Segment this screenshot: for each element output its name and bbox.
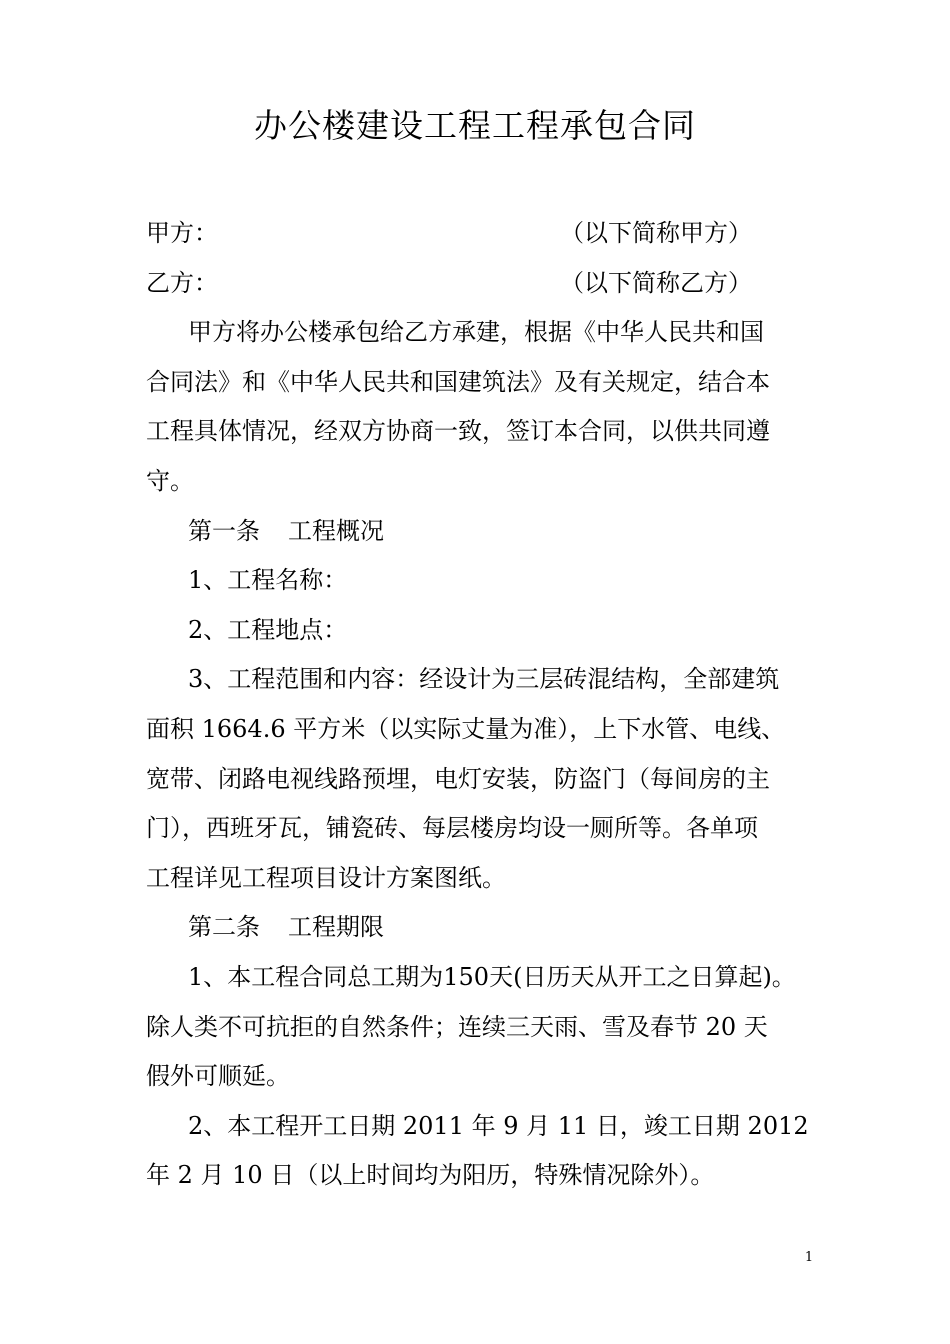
project-scope-line-4: 门），西班牙瓦，铺瓷砖、每层楼房均设一厕所等。各单项 [146, 814, 758, 843]
preamble-line-4: 守。 [146, 466, 194, 495]
project-scope-line-3: 宽带、闭路电视线路预埋，电灯安装，防盗门（每间房的主 [146, 764, 770, 793]
contract-body [146, 209, 808, 1201]
party-a-label: 甲方： [146, 219, 218, 247]
project-location-item: 2、工程地点： [188, 615, 348, 644]
article-2-number: 第二条 [188, 913, 260, 942]
duration-line-1: 1、本工程合同总工期为150天(日历天从开工之日算起)。 [188, 962, 796, 991]
article-1-number: 第一条 [188, 516, 260, 545]
party-b-line [146, 259, 808, 309]
project-name-item: 1、工程名称： [188, 566, 348, 595]
duration-line-3: 假外可顺延。 [146, 1062, 290, 1091]
article-1-title: 工程概况 [288, 516, 384, 545]
article-2-heading [146, 903, 808, 953]
article-1-heading [146, 507, 808, 557]
party-a-note: （以下简称甲方） [560, 219, 752, 247]
project-scope-line-5: 工程详见工程项目设计方案图纸。 [146, 863, 506, 892]
contract-title: 办公楼建设工程工程承包合同 [254, 106, 696, 145]
party-a-line [146, 209, 808, 259]
article-2-title: 工程期限 [288, 913, 384, 942]
party-b-note: （以下简称乙方） [560, 268, 752, 297]
schedule-line-1: 2、本工程开工日期 2011 年 9 月 11 日，竣工日期 2012 [188, 1111, 809, 1140]
project-scope-line-1: 3、工程范围和内容：经设计为三层砖混结构，全部建筑 [188, 665, 780, 694]
project-scope-line-2: 面积 1664.6 平方米（以实际丈量为准），上下水管、电线、 [146, 714, 786, 743]
party-b-label: 乙方： [146, 268, 218, 297]
preamble-line-2: 合同法》和《中华人民共和国建筑法》及有关规定，结合本 [146, 367, 770, 396]
page-number: 1 [804, 1250, 814, 1265]
preamble-line-1: 甲方将办公楼承包给乙方承建，根据《中华人民共和国 [188, 318, 764, 347]
preamble-line-3: 工程具体情况，经双方协商一致，签订本合同，以供共同遵 [146, 417, 770, 446]
schedule-line-2: 年 2 月 10 日（以上时间均为阳历，特殊情况除外）。 [146, 1161, 715, 1190]
duration-line-2: 除人类不可抗拒的自然条件；连续三天雨、雪及春节 20 天 [146, 1012, 768, 1041]
